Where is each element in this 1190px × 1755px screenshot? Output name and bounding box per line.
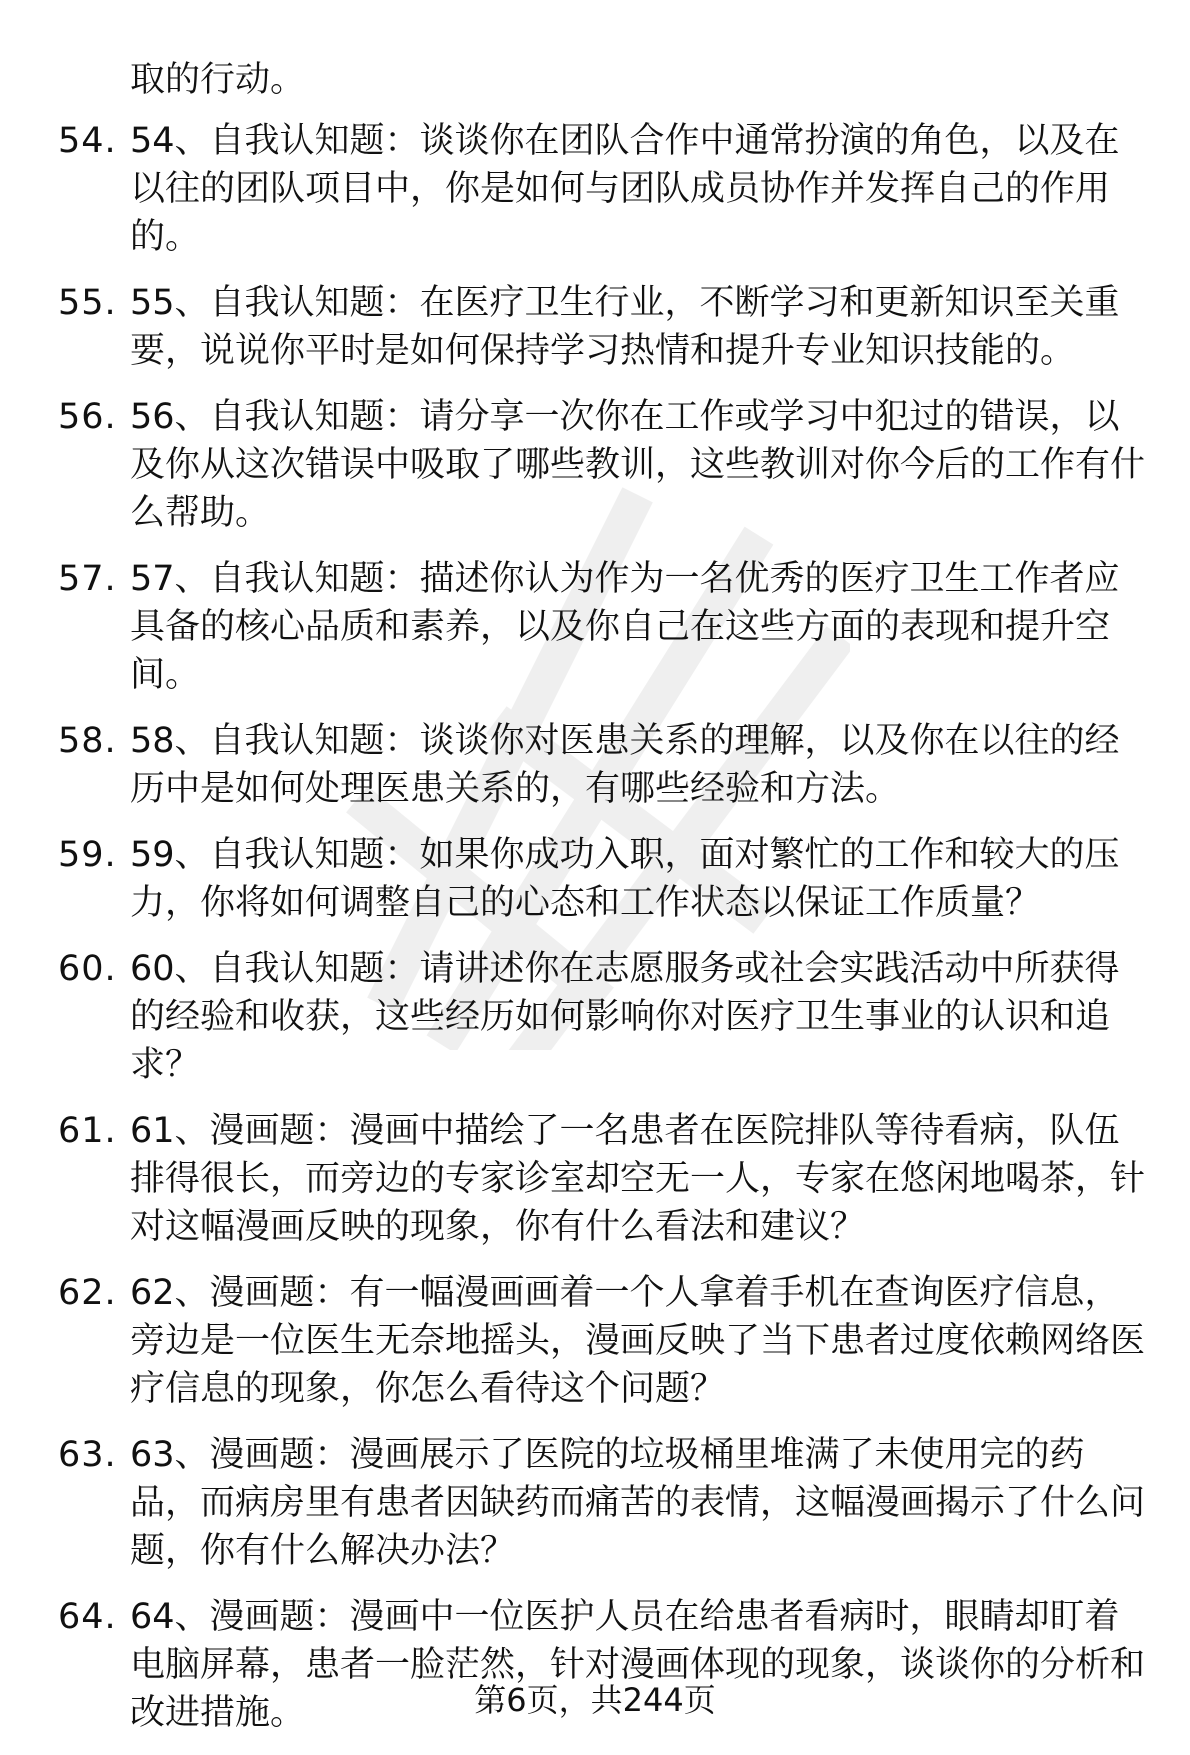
list-item <box>0 393 1190 537</box>
list-item <box>0 1269 1190 1413</box>
question-text: 62、漫画题：有一幅漫画画着一个人拿着手机在查询医疗信息，旁边是一位医生无奈地摇头，漫画反映了当下患者过度依赖网络医疗信息的现象，你怎么看待这个问题？ <box>130 1273 1146 1409</box>
question-text: 64、漫画题：漫画中一位医护人员在给患者看病时，眼睛却盯着电脑屏幕，患者一脸茫然，针对漫画体现的现象，谈谈你的分析和改进措施。 <box>130 1597 1146 1733</box>
list-item <box>0 717 1190 813</box>
question-number: 57. <box>58 559 117 599</box>
question-text: 61、漫画题：漫画中描绘了一名患者在医院排队等待看病，队伍排得很长，而旁边的专家诊室却空无一人，专家在悠闲地喝茶，针对这幅漫画反映的现象，你有什么看法和建议？ <box>130 1111 1146 1247</box>
question-number: 63. <box>58 1435 117 1475</box>
question-text: 60、自我认知题：请讲述你在志愿服务或社会实践活动中所获得的经验和收获，这些经历如何影响你对医疗卫生事业的认识和追求？ <box>130 949 1120 1085</box>
question-number: 54. <box>58 121 117 161</box>
question-text: 57、自我认知题：描述你认为作为一名优秀的医疗卫生工作者应具备的核心品质和素养，以及你自己在这些方面的表现和提升空间。 <box>130 559 1120 695</box>
question-text: 55、自我认知题：在医疗卫生行业，不断学习和更新知识至关重要，说说你平时是如何保持学习热情和提升专业知识技能的。 <box>130 283 1120 371</box>
question-number: 59. <box>58 835 117 875</box>
list-item <box>0 117 1190 261</box>
question-number: 58. <box>58 721 117 761</box>
question-text: 56、自我认知题：请分享一次你在工作或学习中犯过的错误，以及你从这次错误中吸取了哪些教训，这些教训对你今后的工作有什么帮助。 <box>130 397 1146 533</box>
question-list <box>0 117 1190 1755</box>
list-item <box>0 555 1190 699</box>
list-item <box>0 831 1190 927</box>
question-number: 56. <box>58 397 117 437</box>
list-item <box>0 1431 1190 1575</box>
question-text: 54、自我认知题：谈谈你在团队合作中通常扮演的角色，以及在以往的团队项目中，你是如何与团队成员协作并发挥自己的作用的。 <box>130 121 1120 257</box>
question-number: 61. <box>58 1111 117 1151</box>
question-text: 59、自我认知题：如果你成功入职，面对繁忙的工作和较大的压力，你将如何调整自己的心态和工作状态以保证工作质量？ <box>130 835 1120 923</box>
page-footer: 第6页，共244页 <box>474 1681 716 1719</box>
question-text: 58、自我认知题：谈谈你对医患关系的理解，以及你在以往的经历中是如何处理医患关系的，有哪些经验和方法。 <box>130 721 1120 809</box>
question-number: 62. <box>58 1273 117 1313</box>
question-number: 55. <box>58 283 117 323</box>
continuation-text: 取的行动。 <box>130 60 306 100</box>
question-text: 63、漫画题：漫画展示了医院的垃圾桶里堆满了未使用完的药品，而病房里有患者因缺药而痛苦的表情，这幅漫画揭示了什么问题，你有什么解决办法？ <box>130 1435 1146 1571</box>
list-item <box>0 945 1190 1089</box>
list-item <box>0 279 1190 375</box>
question-number: 60. <box>58 949 117 989</box>
question-number: 64. <box>58 1597 117 1637</box>
list-item <box>0 1107 1190 1251</box>
